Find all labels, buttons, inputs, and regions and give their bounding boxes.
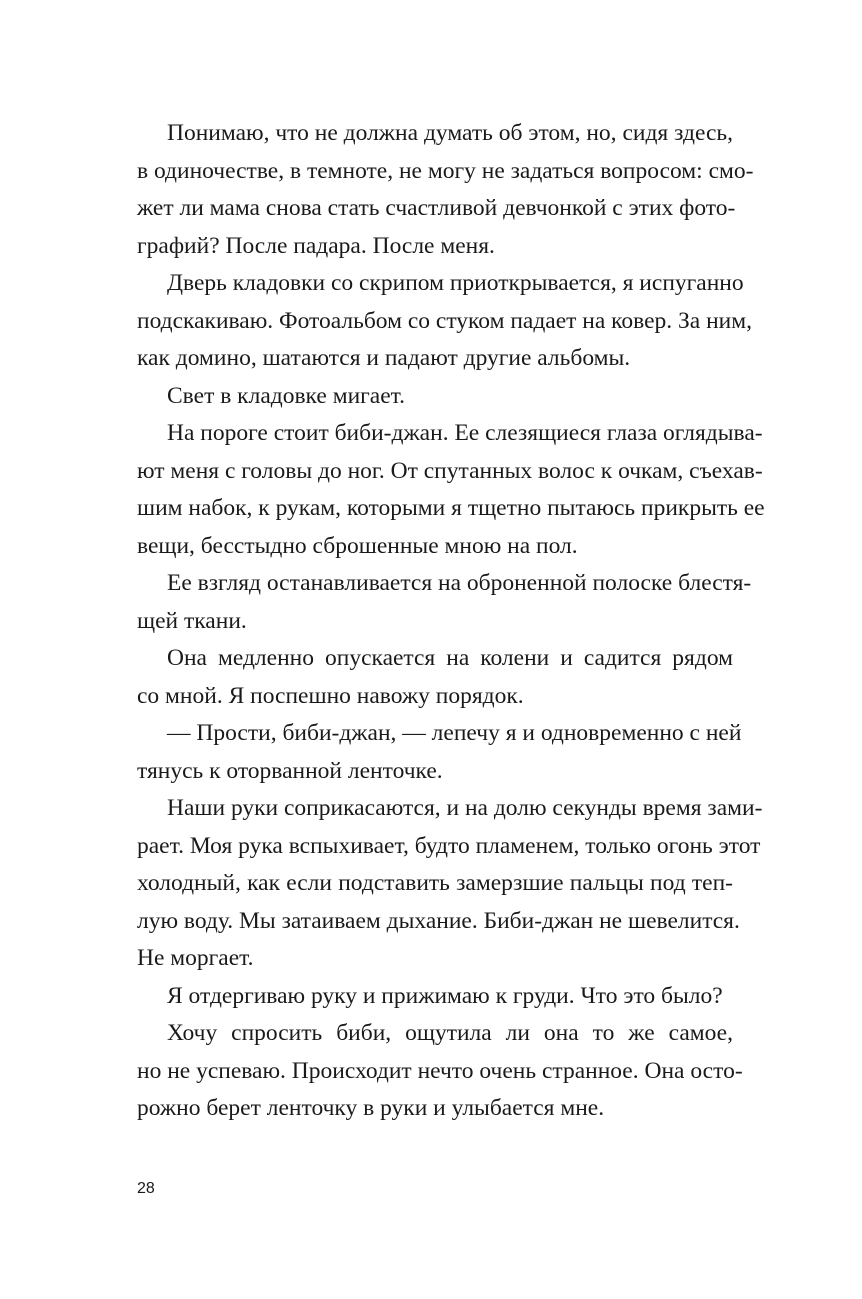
text-line: шим набок, к рукам, которыми я тщетно пытаюсь прикрыть ее: [137, 495, 765, 521]
text-line: тянусь к оторванной ленточке.: [137, 757, 443, 784]
text-line: графий? После падара. После меня.: [137, 232, 495, 259]
body-text: [137, 115, 765, 1128]
text-line: Хочу спросить биби, ощутила ли она то же самое,: [167, 1020, 733, 1046]
text-line: как домино, шатаются и падают другие альбомы.: [137, 345, 631, 371]
paragraph: [137, 1015, 743, 1128]
text-line: рает. Моя рука вспыхивает, будто пламенем, только огонь этот: [137, 832, 761, 859]
text-line: вещи, бесстыдно сброшенные мною на пол.: [137, 532, 578, 559]
paragraph: [137, 565, 752, 640]
text-line: жет ли мама снова стать счастливой девчонкой с этих фото-: [137, 195, 736, 221]
text-line: Ее взгляд останавливается на оброненной полоске блестя-: [167, 570, 752, 596]
text-line: Я отдергиваю руку и прижимаю к груди. Что это было?: [167, 982, 723, 1009]
text-line: в одиночестве, в темноте, не могу не задаться вопросом: смо-: [137, 157, 754, 184]
text-line: со мной. Я поспешно навожу порядок.: [137, 682, 524, 709]
paragraph: [137, 378, 733, 416]
paragraph: [137, 790, 763, 978]
paragraph: [137, 115, 754, 265]
text-line: ют меня с головы до ног. От спутанных волос к очкам, съехав-: [137, 457, 763, 484]
text-line: На пороге стоит биби-джан. Ее слезящиеся глаза оглядыва-: [167, 420, 763, 446]
paragraph: [137, 265, 753, 378]
text-line: Дверь кладовки со скрипом приоткрывается, я испуганно: [167, 270, 744, 296]
text-line: Понимаю, что не должна думать об этом, но, сидя здесь,: [167, 120, 733, 146]
paragraph: [137, 640, 733, 715]
paragraph: [137, 715, 742, 790]
paragraph: [137, 978, 733, 1016]
paragraph: [137, 415, 765, 565]
text-line: щей ткани.: [137, 607, 247, 634]
text-line: Не моргает.: [137, 945, 254, 971]
text-line: но не успеваю. Происходит нечто очень странное. Она осто-: [137, 1057, 743, 1084]
text-line: Она медленно опускается на колени и садится рядом: [167, 645, 733, 671]
text-line: рожно берет ленточку в руки и улыбается мне.: [137, 1095, 605, 1121]
text-line: холодный, как если подставить замерзшие пальцы под теп-: [137, 870, 733, 896]
text-line: подскакиваю. Фотоальбом со стуком падает на ковер. За ним,: [137, 307, 753, 334]
text-line: лую воду. Мы затаиваем дыхание. Биби-джан не шевелится.: [137, 907, 740, 934]
text-line: — Прости, биби-джан, — лепечу я и одновременно с ней: [167, 720, 742, 746]
page-number: 28: [137, 1180, 155, 1197]
text-line: Свет в кладовке мигает.: [167, 382, 406, 409]
text-line: Наши руки соприкасаются, и на долю секунды время зами-: [167, 795, 763, 821]
